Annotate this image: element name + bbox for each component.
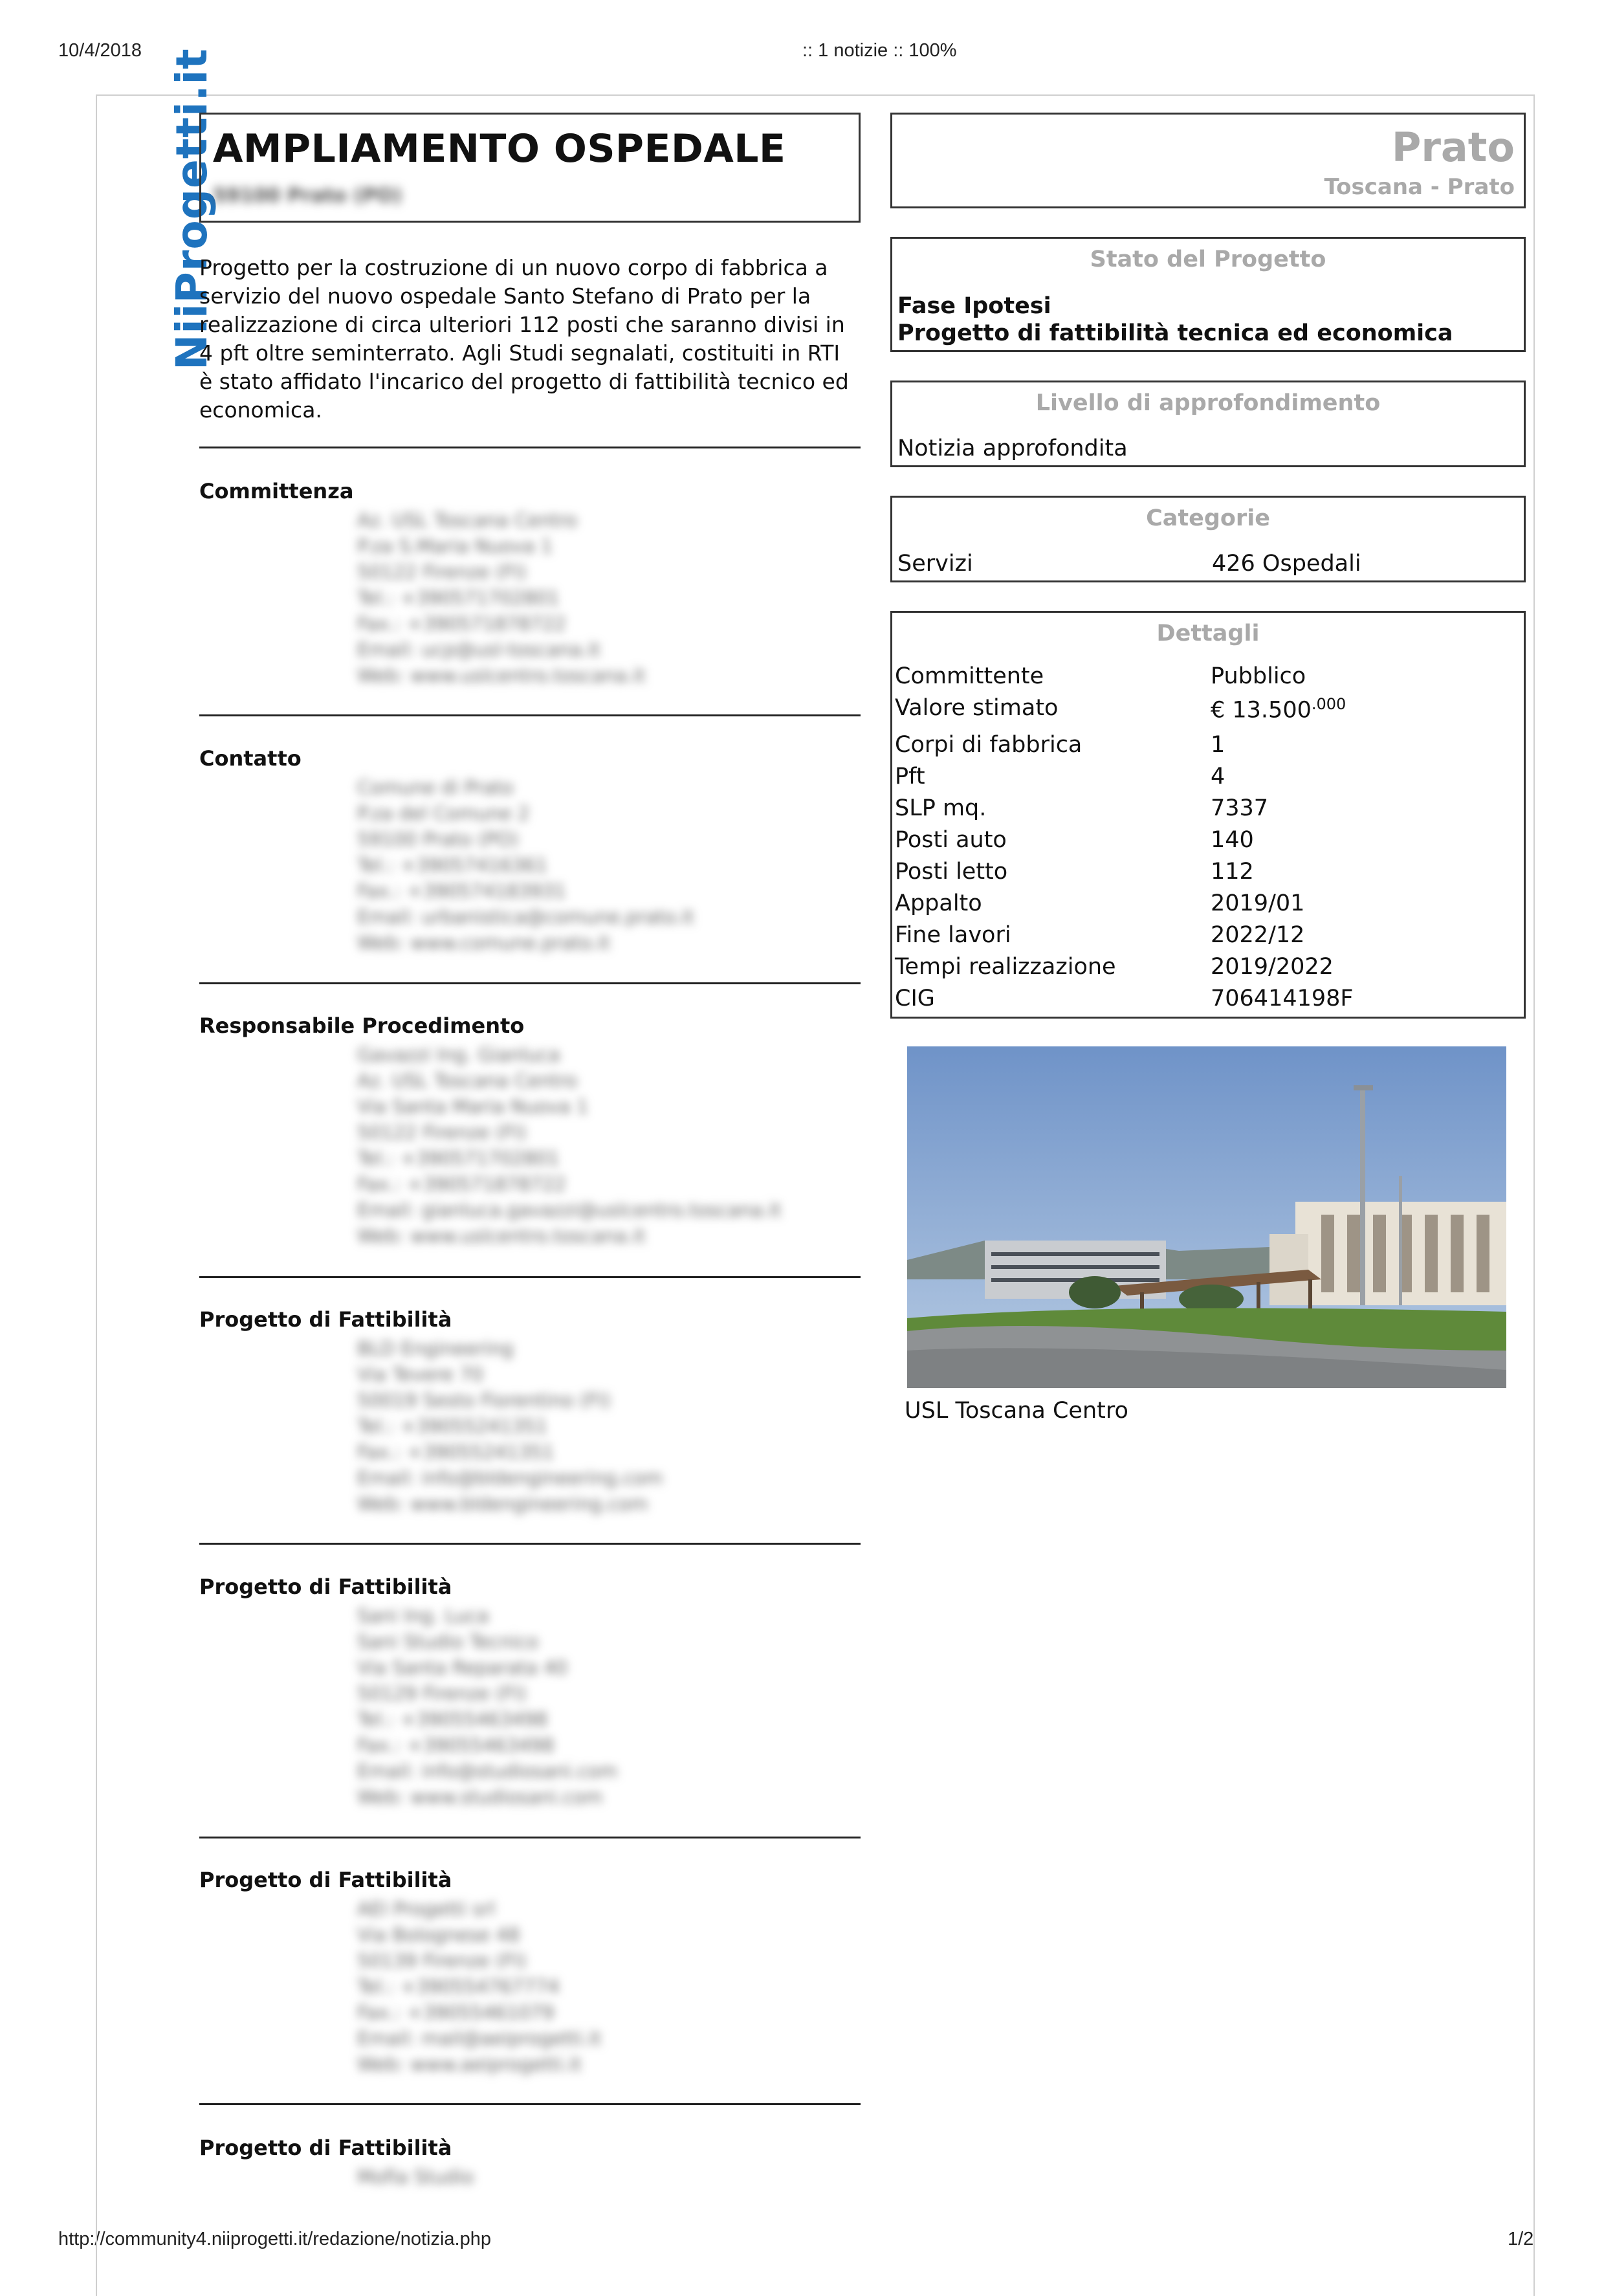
dettagli-value-text: 2022/12 (1211, 922, 1305, 948)
contact-line: Fax.: +39055241351 (357, 1441, 555, 1463)
contact-line: Az. USL Toscana Centro (357, 1070, 578, 1092)
contact-line: Web: www.studiosani.com (357, 1786, 603, 1808)
contact-line: 50139 Firenze (FI) (357, 1950, 527, 1972)
dettagli-heading: Dettagli (1156, 621, 1260, 646)
dettagli-row (895, 890, 1516, 923)
section-divider (199, 1543, 861, 1545)
contact-line: Email: urbanistica@comune.prato.it (357, 906, 694, 928)
stato-heading: Stato del Progetto (1090, 247, 1326, 272)
livello-value: Notizia approfondita (897, 436, 1128, 461)
project-description: Progetto per la costruzione di un nuovo corpo di fabbrica a servizio del nuovo ospedale Santo Stefano di Prato per la realizzazione di circa ulteriori 112 posti che saranno divisi in 4 pft oltre seminterrato. Agli Studi segnalati, costituiti in RTI è stato affidato l'incarico del progetto di fattibilità tecnico ed economica. (199, 255, 849, 423)
dettagli-value-text: 2019/01 (1211, 890, 1305, 916)
dettagli-key: Posti auto (895, 827, 1007, 853)
section-divider (199, 1276, 861, 1278)
contact-line: Tel.: +390571702801 (357, 587, 560, 609)
contact-line: Tel.: +39055241351 (357, 1415, 548, 1437)
dettagli-row (895, 954, 1516, 986)
contact-line: Email: info@bldengineering.com (357, 1467, 663, 1489)
dettagli-key: Committente (895, 663, 1044, 689)
categorie-value: 426 Ospedali (1212, 551, 1361, 577)
contact-line: 59100 Prato (PO) (357, 828, 519, 850)
livello-box (890, 381, 1526, 467)
dettagli-row (895, 663, 1516, 696)
dettagli-value (1211, 732, 1225, 758)
section-divider (199, 1837, 861, 1838)
dettagli-key: Fine lavori (895, 922, 1011, 948)
dettagli-row (895, 795, 1516, 828)
dettagli-value (1211, 986, 1354, 1011)
contact-line: Via Bolognese 48 (357, 1924, 520, 1946)
contact-line: 50019 Sesto Fiorentino (FI) (357, 1389, 611, 1411)
print-url: http://community4.niiprogetti.it/redazione/notizia.php (58, 2229, 491, 2249)
section-contact-lines (357, 1336, 663, 1517)
livello-heading: Livello di approfondimento (1035, 390, 1381, 416)
contact-line: P.za S.Maria Nuova 1 (357, 535, 553, 557)
contact-line: Fax.: +39055461079 (357, 2002, 555, 2024)
contact-line: BLD Engineering (357, 1338, 514, 1360)
dettagli-key: Valore stimato (895, 695, 1059, 721)
project-address: 59100 Prato (PO) (213, 184, 402, 207)
section-label: Contatto (199, 746, 302, 771)
contact-line: Web: www.uslcentro.toscana.it (357, 1225, 646, 1247)
contact-line: Email: ucp@usl-toscana.it (357, 639, 600, 661)
dettagli-key: Corpi di fabbrica (895, 732, 1082, 758)
section-contact-lines (357, 775, 694, 956)
location-city: Prato (1391, 124, 1515, 171)
dettagli-key: SLP mq. (895, 795, 987, 821)
photo-caption: USL Toscana Centro (905, 1398, 1128, 1424)
dettagli-value-text: 2019/2022 (1211, 954, 1334, 980)
dettagli-value (1211, 663, 1306, 689)
contact-line: Via Tevere 70 (357, 1363, 484, 1385)
dettagli-row (895, 986, 1516, 1018)
section-label: Progetto di Fattibilità (199, 1307, 452, 1332)
contact-line: Via Santa Reparata 40 (357, 1657, 567, 1679)
dettagli-value (1211, 922, 1304, 948)
brand-logo-text: NiiProgetti.it (167, 48, 217, 370)
categorie-box (890, 496, 1526, 582)
contact-line: 50122 Firenze (FI) (357, 561, 527, 583)
section-label: Responsabile Procedimento (199, 1013, 525, 1038)
dettagli-value-text: € 13.500 (1211, 697, 1312, 723)
location-region: Toscana - Prato (1324, 174, 1515, 200)
section-divider (199, 2103, 861, 2105)
dettagli-row (895, 827, 1516, 859)
section-label: Progetto di Fattibilità (199, 1574, 452, 1599)
contact-line: Email: info@studiosani.com (357, 1760, 618, 1782)
contact-line: P.za del Comune 2 (357, 802, 530, 824)
dettagli-row (895, 764, 1516, 796)
dettagli-value (1211, 764, 1225, 789)
dettagli-value (1211, 695, 1346, 723)
contact-line: Tel.: +39055463498 (357, 1708, 548, 1730)
dettagli-key: CIG (895, 986, 935, 1011)
dettagli-value (1211, 890, 1304, 916)
dettagli-value (1211, 827, 1254, 853)
contact-line: 50122 Firenze (FI) (357, 1121, 527, 1143)
dettagli-value-text: 112 (1211, 859, 1254, 885)
dettagli-value-text: 140 (1211, 827, 1254, 853)
section-label: Progetto di Fattibilità (199, 2136, 452, 2160)
contact-line: Email: mail@aeiprogetti.it (357, 2027, 602, 2049)
dettagli-key: Posti letto (895, 859, 1008, 885)
contact-line: Tel.: +39057416361 (357, 854, 548, 876)
contact-line: Tel.: +390554767774 (357, 1976, 560, 1998)
print-title: :: 1 notizie :: 100% (802, 40, 957, 61)
contact-line: Sani Studio Tecnico (357, 1631, 539, 1653)
stato-fase: Fase Ipotesi (897, 293, 1051, 319)
dettagli-box (890, 611, 1526, 1019)
contact-line: Sani Ing. Luca (357, 1605, 489, 1627)
dettagli-value (1211, 795, 1268, 821)
section-divider (199, 982, 861, 984)
contact-line: Gavazzi Ing. Gianluca (357, 1044, 560, 1066)
dettagli-value-text: 4 (1211, 764, 1225, 789)
dettagli-value-text: 1 (1211, 732, 1225, 758)
contact-line: Web: www.bldengineering.com (357, 1493, 648, 1515)
title-box (199, 113, 861, 223)
section-contact-lines (357, 507, 645, 689)
dettagli-value-text: Pubblico (1211, 663, 1306, 689)
section-divider (199, 447, 861, 448)
dettagli-row (895, 922, 1516, 955)
contact-line: Fax.: +390571878722 (357, 613, 566, 635)
dettagli-value-text: 706414198F (1211, 986, 1354, 1011)
contact-line: Web: www.aeiprogetti.it (357, 2053, 582, 2075)
section-contact-lines (357, 1896, 601, 2077)
section-contact-lines (357, 1603, 617, 1810)
contact-line: Az. USL Toscana Centro (357, 509, 578, 531)
hospital-photo-illustration (907, 1046, 1506, 1388)
dettagli-key: Tempi realizzazione (895, 954, 1116, 980)
dettagli-key: Pft (895, 764, 925, 789)
categorie-heading: Categorie (1146, 505, 1270, 531)
contact-line: Web: www.comune.prato.it (357, 932, 611, 954)
stato-descrizione: Progetto di fattibilità tecnica ed economica (897, 320, 1453, 346)
contact-line: Comune di Prato (357, 777, 514, 799)
stato-box (890, 237, 1526, 352)
dettagli-row (895, 695, 1516, 727)
section-contact-lines (357, 2164, 474, 2190)
section-contact-lines (357, 1042, 782, 1249)
contact-line: Mofia Studio (357, 2166, 474, 2188)
contact-line: AEI Progetti srl (357, 1898, 496, 1920)
dettagli-value (1211, 859, 1254, 885)
contact-line: Web: www.uslcentro.toscana.it (357, 665, 646, 687)
location-box (890, 113, 1526, 208)
dettagli-value-text: 7337 (1211, 795, 1269, 821)
dettagli-row (895, 732, 1516, 764)
contact-line: Fax.: +390574183931 (357, 880, 566, 902)
section-label: Progetto di Fattibilità (199, 1868, 452, 1892)
contact-line: Tel.: +390571702801 (357, 1147, 560, 1169)
print-date: 10/4/2018 (58, 40, 142, 61)
contact-line: Fax.: +390571878722 (357, 1173, 566, 1195)
dettagli-value (1211, 954, 1334, 980)
dettagli-value-sup: .000 (1311, 695, 1346, 713)
contact-line: 50129 Firenze (FI) (357, 1683, 527, 1705)
categorie-label: Servizi (897, 551, 973, 577)
page-title: AMPLIAMENTO OSPEDALE (213, 126, 786, 171)
dettagli-row (895, 859, 1516, 891)
section-divider (199, 714, 861, 716)
section-label: Committenza (199, 479, 354, 503)
print-page-number: 1/2 (1508, 2229, 1534, 2249)
dettagli-key: Appalto (895, 890, 982, 916)
contact-line: Via Santa Maria Nuova 1 (357, 1096, 589, 1118)
project-photo (907, 1046, 1506, 1388)
contact-line: Email: gianluca.gavazzi@uslcentro.toscana.it (357, 1199, 782, 1221)
contact-line: Fax.: +39055463498 (357, 1734, 555, 1756)
